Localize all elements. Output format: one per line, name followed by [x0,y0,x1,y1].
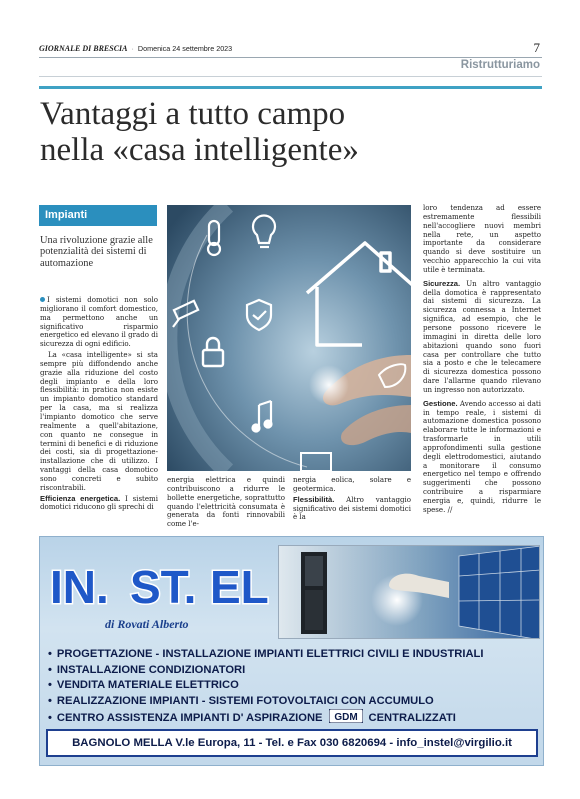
headline-rule [39,86,542,89]
smart-home-photo [167,205,411,471]
paragraph: Gestione. Avendo accesso ai dati in tempo reale, i sistemi di automazione domestica possono elaborare tutte le informazioni e trasformarle in utili approfondimenti sulla gestione degli elettrodomestici, aiutando a monitorare il consumo energetico nel tempo e offrendo suggerimenti che possono contribuire a risparmiare energia e, quindi, ridurre le spese. // [423,398,541,514]
paragraph: energia elettrica e quindi contribuiscono a ridurre le bollette energetiche, soprattutto quando l'elettricità consumata è generata da fonti rinnovabili come l'e- [167,475,285,529]
logo-part-1: IN. [50,561,109,613]
subheadline: Una rivoluzione grazie alle potenzialità dei sistemi di automazione [40,235,153,269]
paragraph: loro tendenza ad essere estremamente flessibili nell'accogliere nuovi membri nella rete, un aspetto importante da considerare quando si deve sostituire un vecchio apparecchio la cui vita utile è terminata. [423,203,541,274]
service-item: • PROGETTAZIONE - INSTALLAZIONE IMPIANTI ELETTRICI CIVILI E INDUSTRIALI [48,647,538,663]
end-mark: // [447,504,453,514]
paragraph-heading: Gestione. [423,398,458,408]
bullet-dot-icon [40,297,45,302]
service-item: • REALIZZAZIONE IMPIANTI - SISTEMI FOTOVOLTAICI CON ACCUMULO [48,694,538,710]
section-label: Ristrutturiamo [460,59,540,71]
paragraph: Efficienza energetica. I sistemi domotici riducono gli sprechi di [40,493,158,512]
newspaper-name: GIORNALE DI BRESCIA [39,44,128,53]
section-rule [39,76,542,77]
article-column-2 [167,476,285,531]
kicker: Impianti [39,205,157,226]
masthead: GIORNALE DI BRESCIA · Domenica 24 settembre 2023 7 [39,40,540,55]
article-column-1 [40,296,158,514]
instel-logo [46,547,272,647]
advertisement [39,536,544,766]
issue-date: Domenica 24 settembre 2023 [137,44,233,53]
paragraph: Sicurezza. Un altro vantaggio della domotica è rappresentato dai sistemi di sicurezza. La sicurezza connessa a Internet significa, ad esempio, che le persone possono ricevere le immagini in diretta delle loro abitazioni quando sono fuori casa per controllare che tutto sia a posto e che le telecamere di sicurezza domestica possono dare l'allarme quando rilevano un ingresso non autorizzato. [423,278,541,394]
electrical-cabinet-icon [301,552,327,634]
svg-text:GDM: GDM [333,712,358,724]
ad-contact-footer: BAGNOLO MELLA V.le Europa, 11 - Tel. e Fax 030 6820694 - info_instel@virgilio.it [46,729,538,757]
paragraph: Flessibilità. Altro vantaggio significativo dei sistemi domotici è la [293,494,411,522]
paragraph-heading: Flessibilità. [293,494,335,504]
article-column-3 [293,476,411,524]
logo-part-2: ST. [130,561,197,613]
paragraph: La «casa intelligente» si sta sempre più diffondendo anche grazie alla riduzione del costo degli impianto e della loro flessibilità: in pratica non esiste un impianto domotico standard per la casa, ma si realizza l'impianto domotico che serve realmente a quell'abitazione, con quanto ne consegue in termini di benefici e di riduzione dei costi, sia di progettazione-installazione che di utilizzo. I vantaggi della casa domotico sono concreti e subito riscontrabili. [40,350,158,492]
gdm-logo [329,709,363,729]
ad-owner: di Rovati Alberto [105,617,189,631]
page-number: 7 [533,40,540,55]
service-item: • VENDITA MATERIALE ELETTRICO [48,678,538,694]
paragraph-heading: Sicurezza. [423,278,461,288]
service-item: • INSTALLAZIONE CONDIZIONATORI [48,663,538,679]
headline [40,96,520,168]
services-list [48,647,538,729]
service-item: • CENTRO ASSISTENZA IMPIANTI D' ASPIRAZIONE GDM CENTRALIZZATI [48,709,538,729]
headline-line-2: nella «casa intelligente» [40,132,359,168]
solar-panel-icon [459,546,540,639]
header-rule [39,57,542,58]
paragraph: I sistemi domotici non solo migliorano il comfort domestico, ma permettono anche un significativo risparmio energetico ed elevano il grado di sicurezza di ogni edificio. [40,295,158,349]
logo-part-3: EL [210,561,269,613]
paragraph: nergia eolica, solare e geotermica. [293,475,411,493]
ad-photo-collage [278,545,540,639]
headline-line-1: Vantaggi a tutto campo [40,96,346,132]
article-column-4 [423,204,541,517]
paragraph-heading: Efficienza energetica. [40,493,121,503]
